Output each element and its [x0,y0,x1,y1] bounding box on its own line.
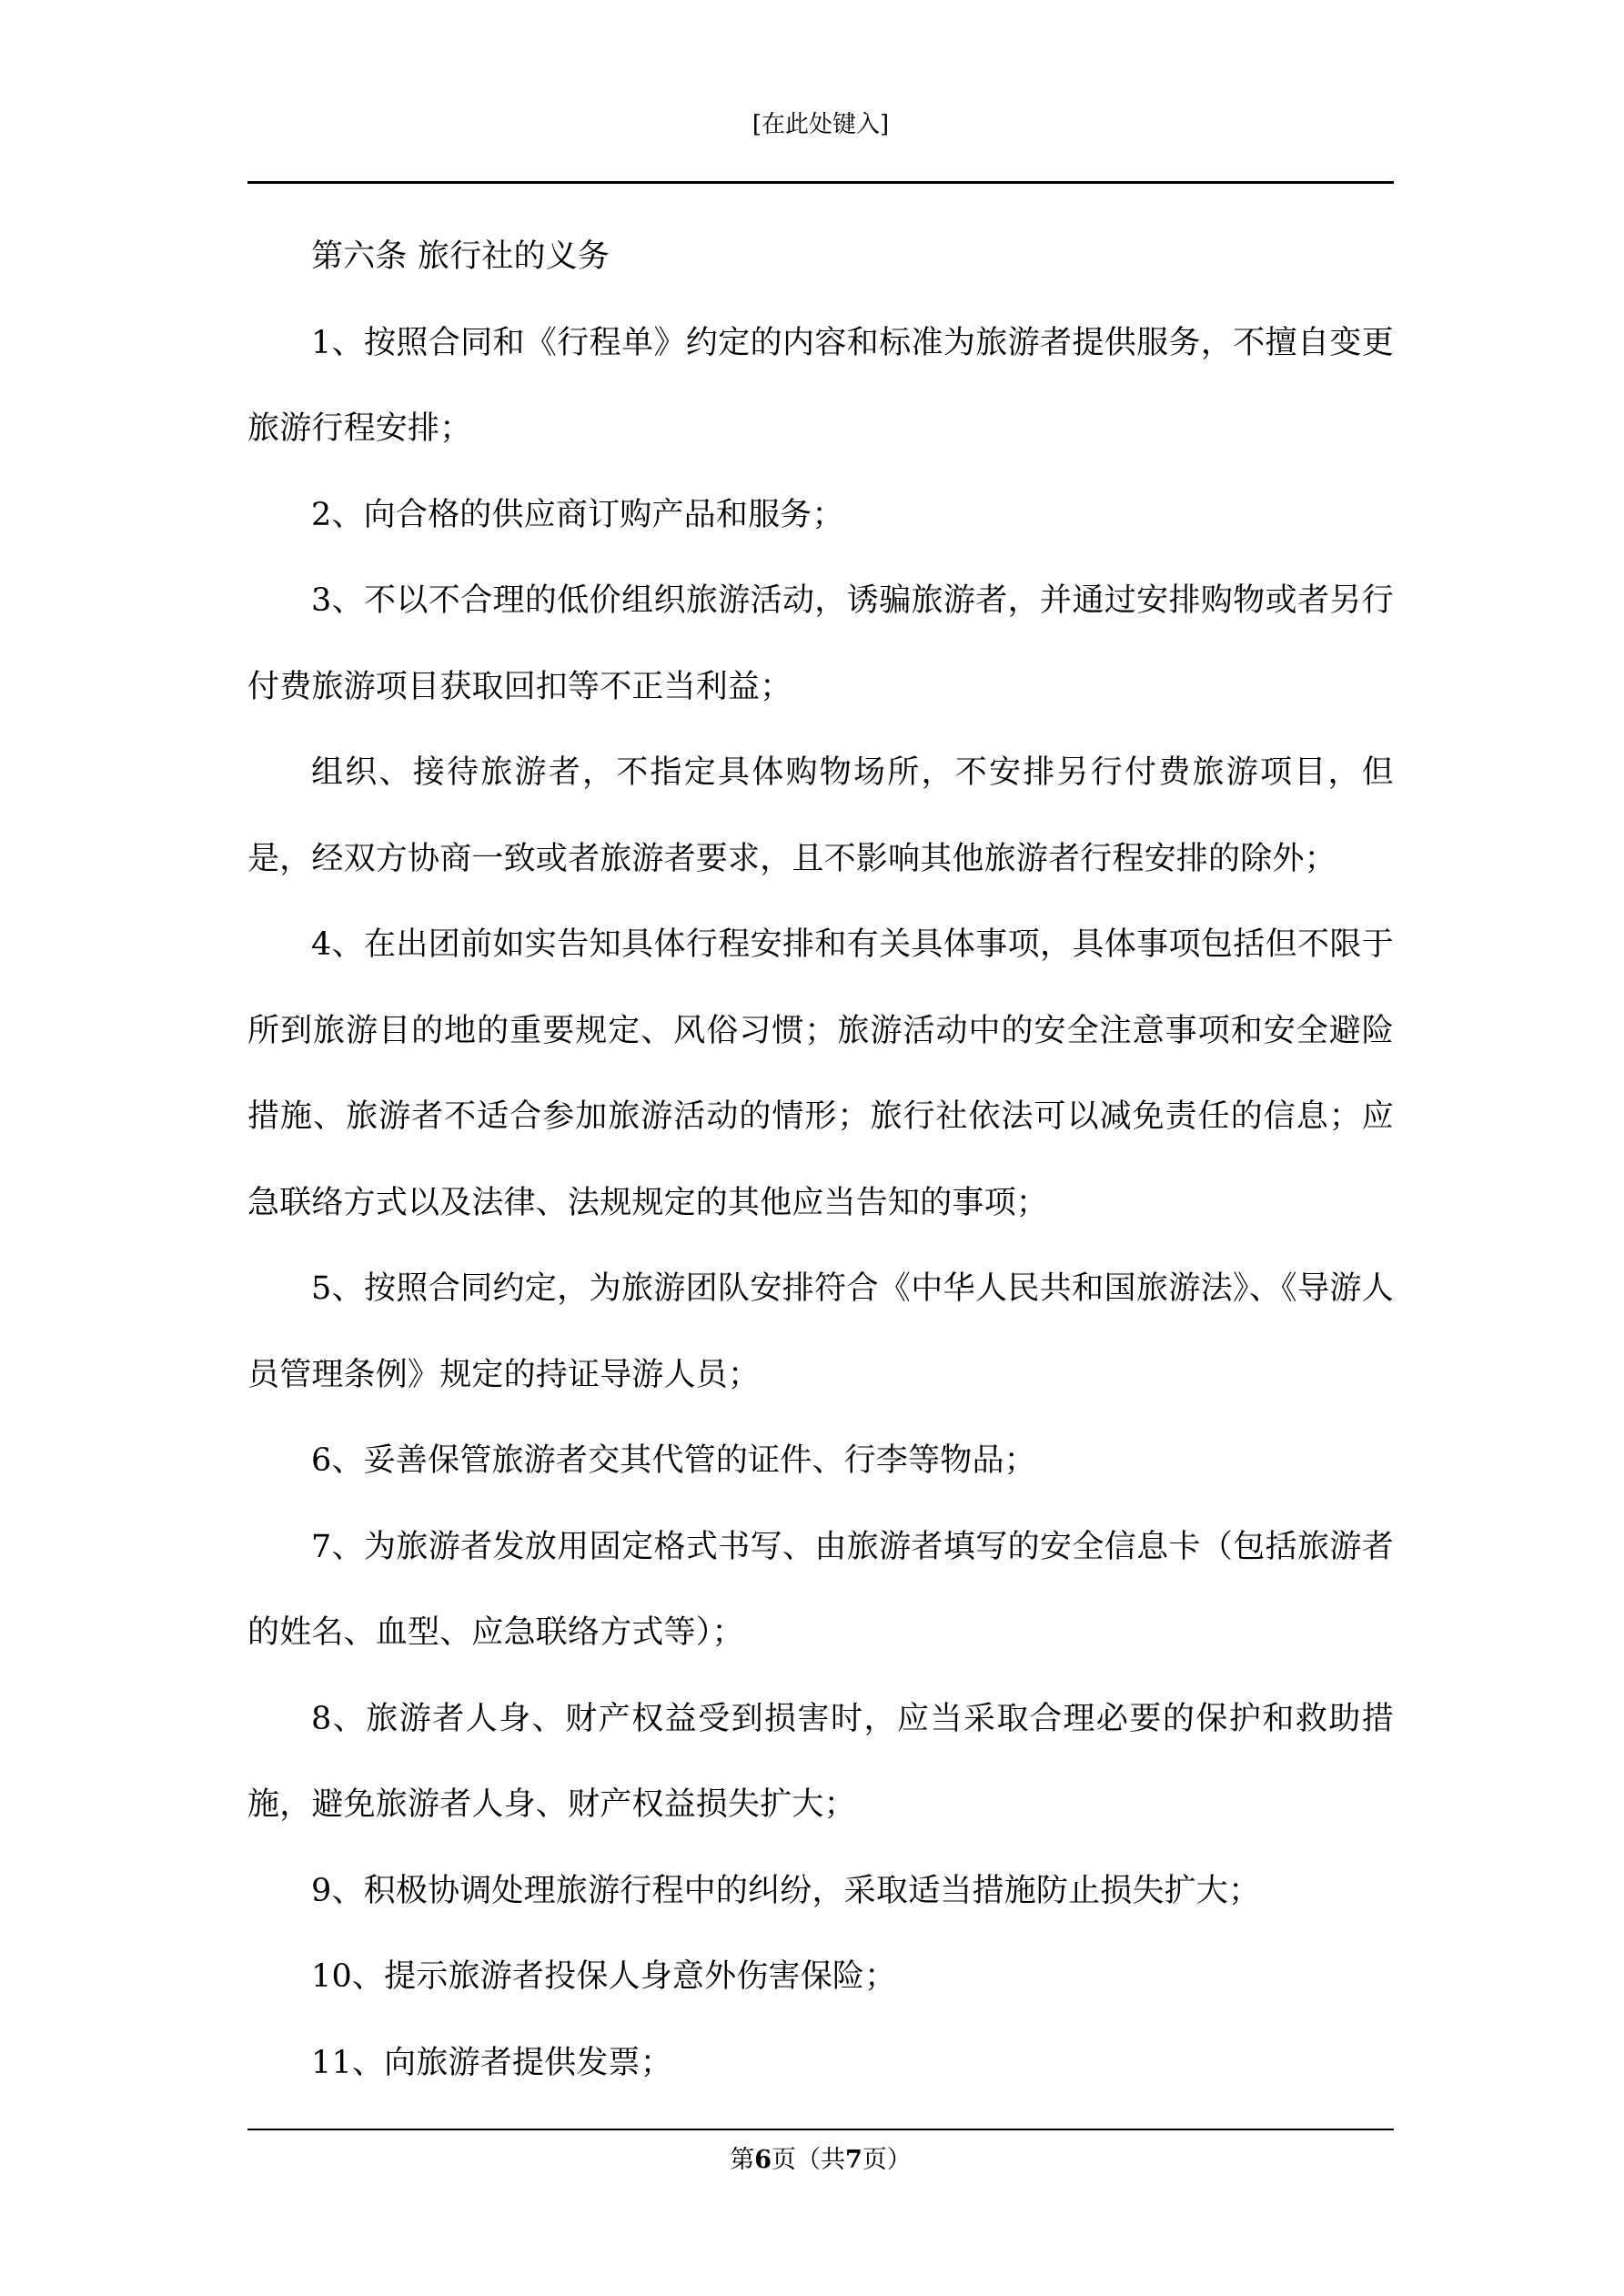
clause-8: 8、旅游者人身、财产权益受到损害时，应当采取合理必要的保护和救助措施，避免旅游者人身、财产权益损失扩大； [247,1700,1394,1823]
clause-11: 11、向旅游者提供发票； [311,2044,672,2081]
page-middle: 页（共 [772,2146,845,2174]
clause-1: 1、按照合同和《行程单》约定的内容和标准为旅游者提供服务，不擅自变更旅游行程安排； [247,324,1394,447]
clause-4: 4、在出团前如实告知具体行程安排和有关具体事项，具体事项包括但不限于所到旅游目的地的重要规定、风俗习惯；旅游活动中的安全注意事项和安全避险措施、旅游者不适合参加旅游活动的情形；旅行社依法可以减免责任的信息；应急联络方式以及法律、法规规定的其他应当告知的事项； [247,926,1394,1221]
current-page-number: 6 [754,2146,772,2174]
footer-divider [247,2129,1394,2130]
header-divider [247,181,1394,184]
article-heading: 第六条 旅行社的义务 [311,238,610,275]
clause-2: 2、向合格的供应商订购产品和服务； [311,496,844,533]
clause-6: 6、妥善保管旅游者交其代管的证件、行李等物品； [311,1442,1036,1479]
clause-3: 3、不以不合理的低价组织旅游活动，诱骗旅游者，并通过安排购物或者另行付费旅游项目获取回扣等不正当利益； [247,582,1394,705]
clause-7: 7、为旅游者发放用固定格式书写、由旅游者填写的安全信息卡（包括旅游者的姓名、血型、应急联络方式等）； [247,1528,1394,1651]
page-header: [在此处键入] [751,111,890,138]
clause-9: 9、积极协调处理旅游行程中的纠纷，采取适当措施防止损失扩大； [311,1872,1261,1909]
total-page-count: 7 [845,2146,862,2174]
page-footer [247,2144,1394,2177]
clause-10: 10、提示旅游者投保人身意外伤害保险； [311,1958,897,1995]
page-prefix: 第 [730,2146,755,2174]
page-suffix: 页） [862,2146,912,2174]
clause-5: 5、按照合同约定，为旅游团队安排符合《中华人民共和国旅游法》、《导游人员管理条例》规定的持证导游人员； [247,1270,1394,1393]
document-body [247,214,1394,2106]
clause-3-continuation: 组织、接待旅游者，不指定具体购物场所，不安排另行付费旅游项目，但是，经双方协商一致或者旅游者要求，且不影响其他旅游者行程安排的除外； [247,754,1394,877]
